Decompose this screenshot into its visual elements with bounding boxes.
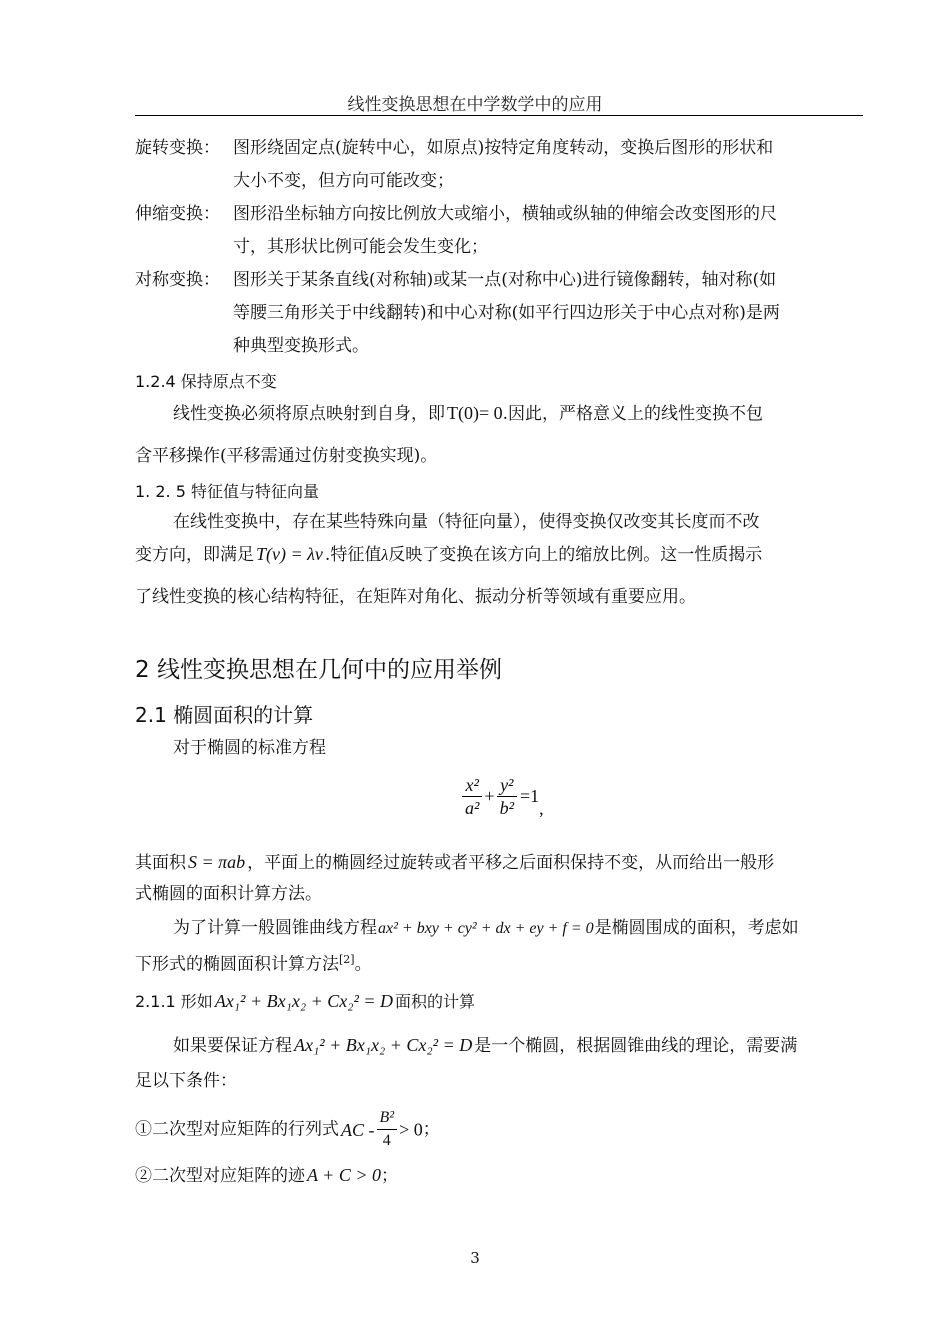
s211-heading-a: 2.1.1 形如 (135, 992, 213, 1011)
frac-y (497, 774, 517, 819)
s211-p1-a: 如果要保证方程 (173, 1036, 292, 1056)
def-rotation-line1: 图形绕固定点(旋转中心，如原点)按特定角度转动，变换后图形的形状和 (233, 138, 774, 158)
frac-x (462, 774, 482, 819)
def-rotation-line2: 大小不变，但方向可能改变； (233, 171, 454, 191)
formula-trace: A + C > 0 (307, 1165, 381, 1185)
formula-t0: T(0)= 0 (447, 403, 503, 423)
def-scaling-label: 伸缩变换： (135, 204, 220, 224)
citation-2[interactable]: [2] (339, 953, 355, 966)
s21-para-a: 为了计算一般圆锥曲线方程 (173, 918, 377, 938)
formula-quadratic: Ax₁² + Bx₁x₂ + Cx₂² = D (294, 1035, 473, 1055)
header-rule (135, 115, 863, 116)
frac-x-num: x² (462, 774, 482, 797)
page-number: 3 (470, 1249, 480, 1267)
s125-line2 (135, 544, 762, 566)
s124-text-c: 含平移操作(平移需通过仿射变换实现)。 (135, 446, 438, 466)
section-2-1-heading: 2.1 椭圆面积的计算 (135, 703, 314, 727)
frac-y-den: b² (499, 798, 514, 818)
section-2-1-1-heading (135, 989, 475, 1012)
condition-2-end: ； (380, 1166, 398, 1186)
def-symmetry-label: 对称变换： (135, 270, 220, 290)
eq-rhs: =1 (519, 786, 540, 806)
def-scaling-line2: 寸，其形状比例可能会发生变化； (233, 237, 488, 257)
eq-plus: + (484, 786, 495, 806)
s125-line2-c: 反映了变换在该方向上的缩放比例。这一性质揭示 (388, 545, 763, 565)
s125-line1: 在线性变换中，存在某些特殊向量（特征向量），使得变换仅改变其长度而不改 (173, 512, 760, 532)
formula-area: S = πab (188, 852, 246, 872)
formula-eigen: T(v) = λv (256, 544, 323, 564)
s21-intro: 对于椭圆的标准方程 (173, 738, 326, 758)
s21-para-c: 下形式的椭圆面积计算方法 (135, 954, 339, 975)
frac-x-den: a² (465, 798, 480, 818)
s125-line3: 了线性变换的核心结构特征，在矩阵对角化、振动分析等领域有重要应用。 (135, 587, 696, 607)
formula-quadratic-heading: Ax₁² + Bx₁x₂ + Cx₂² = D (214, 991, 394, 1011)
def-symmetry-line1: 图形关于某条直线(对称轴)或某一点(对称中心)进行镜像翻转，轴对称(如 (233, 270, 777, 290)
frac-b2-den: 4 (382, 1132, 391, 1149)
condition-1-end: ； (422, 1119, 440, 1140)
s125-line2-a: 变方向，即满足 (135, 545, 254, 565)
condition-1 (135, 1107, 440, 1152)
section-1-2-5-heading: 1. 2. 5 特征值与特征向量 (135, 482, 319, 501)
s211-heading-b: 面积的计算 (395, 992, 476, 1011)
condition-1-rhs: > 0 (399, 1119, 423, 1140)
s211-p1-line2: 足以下条件： (135, 1071, 237, 1091)
s124-text-a-span: 线性变换必须将原点映射到自身，即 (173, 404, 445, 424)
def-symmetry-line3: 种典型变换形式。 (233, 336, 369, 356)
running-header: 线性变换思想在中学数学中的应用 (347, 95, 603, 115)
s21-para-line2 (135, 950, 372, 975)
condition-1-lhs: AC - (341, 1119, 375, 1140)
def-rotation-label: 旋转变换： (135, 138, 220, 158)
formula-conic: ax² + bxy + cy² + dx + ey + f = 0 (378, 920, 594, 937)
def-scaling-line1: 图形沿坐标轴方向按比例放大或缩小，横轴或纵轴的伸缩会改变图形的尺 (233, 204, 777, 224)
condition-2 (135, 1165, 398, 1186)
s21-para-d: 。 (354, 954, 372, 975)
ellipse-equation (462, 774, 544, 820)
s21-area-a: 其面积 (135, 853, 186, 873)
condition-2-text: ②二次型对应矩阵的迹 (135, 1166, 305, 1186)
s21-area-b: ，平面上的椭圆经过旋转或者平移之后面积保持不变，从而给出一般形 (247, 853, 775, 873)
frac-b2-4 (377, 1107, 398, 1152)
eq-comma: , (539, 798, 544, 819)
def-symmetry-line2: 等腰三角形关于中线翻转)和中心对称(如平行四边形关于中心点对称)是两 (233, 303, 780, 323)
s125-line2-b: .特征值 (324, 545, 382, 565)
lambda-symbol: λ (381, 547, 389, 564)
chapter-2-heading: 2 线性变换思想在几何中的应用举例 (135, 657, 502, 683)
s21-area-c: 式椭圆的面积计算方法。 (135, 884, 322, 904)
s21-para-b: 是椭圆围成的面积，考虑如 (594, 918, 799, 938)
s211-p1-line1 (173, 1035, 797, 1056)
s211-p1-b: 是一个椭圆，根据圆锥曲线的理论，需要满 (474, 1036, 798, 1056)
s124-text-a (173, 403, 763, 424)
frac-b2-num: B² (377, 1107, 398, 1130)
section-1-2-4-heading: 1.2.4 保持原点不变 (135, 372, 277, 391)
frac-y-num: y² (497, 774, 517, 797)
condition-1-text: ①二次型对应矩阵的行列式 (135, 1119, 339, 1140)
s124-text-b: .因此，严格意义上的线性变换不包 (502, 404, 764, 424)
s21-area-line (135, 852, 774, 873)
s21-para-line1 (173, 918, 799, 939)
